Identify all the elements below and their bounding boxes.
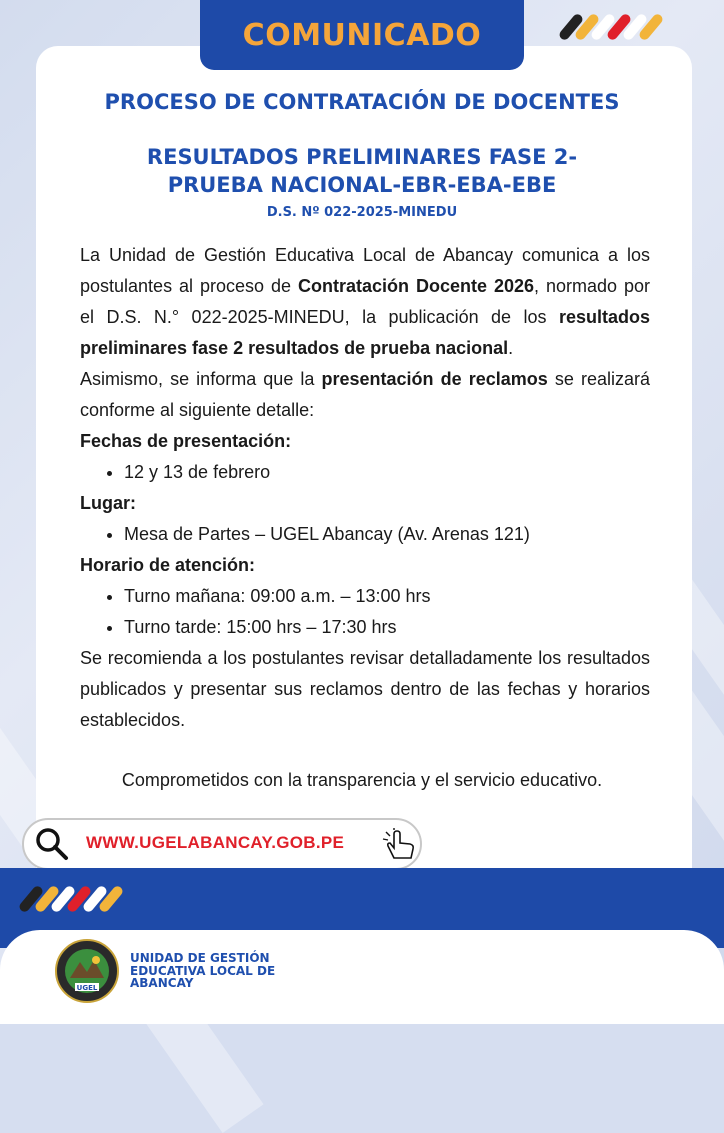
- text-bold: Contratación Docente 2026: [298, 276, 534, 296]
- main-title: PROCESO DE CONTRATACIÓN DE DOCENTES: [104, 90, 620, 114]
- closing-statement: Comprometidos con la transparencia y el servicio educativo.: [121, 770, 603, 790]
- pointer-hand-icon: [380, 828, 420, 865]
- text-run: se realizará conforme al siguiente detalle:: [80, 369, 650, 420]
- comunicado-label: COMUNICADO: [242, 17, 482, 53]
- search-icon: [34, 826, 70, 867]
- comunicado-badge: [200, 0, 524, 70]
- list-item: • 12 y 13 de febrero: [124, 457, 650, 488]
- text-bold: resultados preliminares fase 2 resultados de prueba nacional: [80, 307, 650, 358]
- decree-reference: D.S. Nº 022-2025-MINEDU: [266, 205, 458, 220]
- text-bold: presentación de reclamos: [321, 369, 548, 389]
- list-item: • Mesa de Partes – UGEL Abancay (Av. Arenas 121): [124, 519, 650, 550]
- hours-label: Horario de atención:: [80, 555, 256, 575]
- decorative-dashes-top: [566, 12, 656, 42]
- dates-label: Fechas de presentación:: [80, 431, 292, 451]
- subtitle-line-1: RESULTADOS PRELIMINARES FASE 2-: [146, 145, 578, 169]
- paragraph-recommendation: Se recomienda a los postulantes revisar detalladamente los resultados publicados y presentar sus reclamos dentro de las fechas y horarios establecidos.: [80, 648, 650, 730]
- hours-list: [80, 581, 650, 643]
- text-run: La Unidad de Gestión Educativa Local de Abancay comunica a los postulantes al proceso de: [80, 245, 650, 296]
- announcement-body: [80, 240, 650, 736]
- place-list: [80, 519, 650, 550]
- list-item: • Turno mañana: 09:00 a.m. – 13:00 hrs: [124, 581, 650, 612]
- website-bar[interactable]: [22, 818, 422, 870]
- svg-text:UGEL: UGEL: [76, 984, 98, 992]
- text-run: , normado por el D.S. N.° 022-2025-MINEDU, la publicación de los: [80, 276, 650, 327]
- dates-list: [80, 457, 650, 488]
- place-label: Lugar:: [80, 493, 136, 513]
- text-run: .: [508, 338, 514, 358]
- decorative-dashes-bottom: [26, 884, 116, 914]
- ugel-logo: [54, 938, 120, 1009]
- organization-name: UNIDAD DE GESTIÓN EDUCATIVA LOCAL DE ABANCAY: [130, 951, 276, 990]
- text-run: Asimismo, se informa que la: [80, 369, 322, 389]
- list-item: • Turno tarde: 15:00 hrs – 17:30 hrs: [124, 612, 650, 643]
- subtitle: [0, 143, 724, 199]
- paragraph-claims: [80, 364, 650, 426]
- website-url[interactable]: WWW.UGELABANCAY.GOB.PE: [86, 833, 345, 852]
- paragraph-intro: [80, 240, 650, 364]
- subtitle-line-2: PRUEBA NACIONAL-EBR-EBA-EBE: [167, 173, 557, 197]
